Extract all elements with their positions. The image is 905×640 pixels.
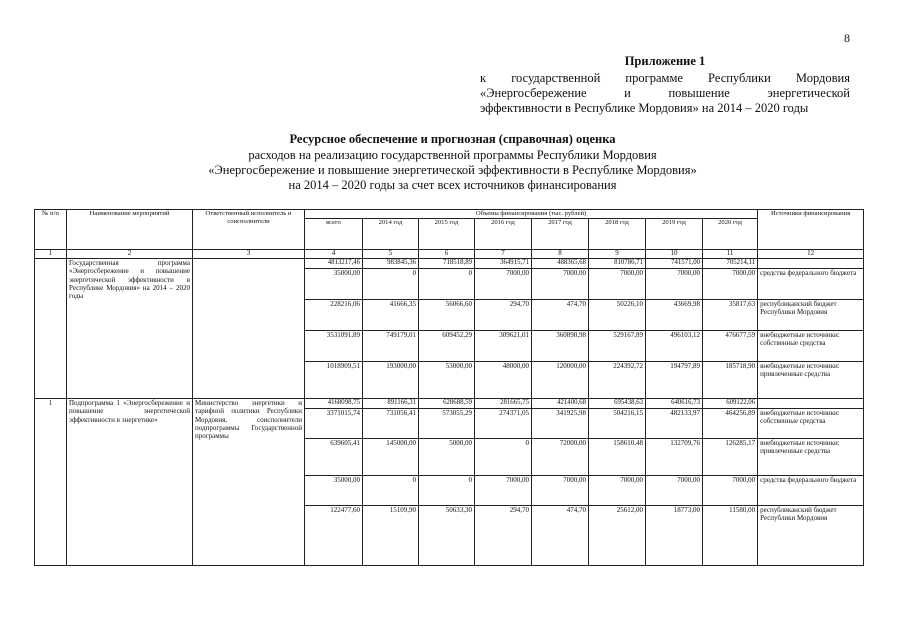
value-cell: 0	[419, 269, 475, 300]
value-cell: 145000,00	[363, 439, 419, 476]
column-number: 7	[475, 250, 532, 259]
value-cell: 43669,98	[646, 300, 703, 331]
value-cell: 41666,35	[363, 300, 419, 331]
source-cell: внебюджетные источники: собственные средства	[758, 331, 864, 362]
value-cell: 50226,10	[589, 300, 646, 331]
total-value: 628688,59	[419, 399, 475, 409]
value-cell: 35817,63	[703, 300, 758, 331]
header-total: всего	[305, 219, 363, 250]
total-value: 421400,68	[532, 399, 589, 409]
header-year-2017: 2017 год	[532, 219, 589, 250]
column-number: 8	[532, 250, 589, 259]
total-value: 695438,63	[589, 399, 646, 409]
value-cell: 573055,29	[419, 409, 475, 439]
value-cell: 482133,97	[646, 409, 703, 439]
column-number: 1	[35, 250, 67, 259]
value-cell: 56066,60	[419, 300, 475, 331]
total-value: 281665,75	[475, 399, 532, 409]
appendix-line-2: «Энергосбережение и повышение энергетической	[480, 86, 850, 100]
total-value: 983845,36	[363, 259, 419, 269]
source-cell: средства федерального бюджета	[758, 269, 864, 300]
header-year-2014: 2014 год	[363, 219, 419, 250]
source-cell	[758, 399, 864, 409]
column-number: 11	[703, 250, 758, 259]
source-cell: внебюджетные источники: привлеченные средства	[758, 439, 864, 476]
header-year-2015: 2015 год	[419, 219, 475, 250]
column-number: 5	[363, 250, 419, 259]
value-cell: 464256,89	[703, 409, 758, 439]
value-cell: 7000,00	[703, 476, 758, 506]
value-cell: 274371,05	[475, 409, 532, 439]
value-cell: 224392,72	[589, 362, 646, 399]
source-cell: республиканский бюджет Республики Мордовия	[758, 506, 864, 566]
value-cell: 7000,00	[475, 476, 532, 506]
total-value: 705214,11	[703, 259, 758, 269]
total-value: 488365,68	[532, 259, 589, 269]
value-cell: 749179,01	[363, 331, 419, 362]
value-cell: 53000,00	[419, 362, 475, 399]
value-cell: 1018909,51	[305, 362, 363, 399]
value-cell: 122477,60	[305, 506, 363, 566]
value-cell: 7000,00	[532, 476, 589, 506]
document-heading: Ресурсное обеспечение и прогнозная (справочная) оценка	[289, 132, 616, 146]
value-cell: 474,70	[532, 506, 589, 566]
header-year-2020: 2020 год	[703, 219, 758, 250]
total-value: 718518,89	[419, 259, 475, 269]
program-name: Государственная программа «Энергосбережение и повышение энергетической эффективности в Республике Мордовия» на 2014 – 2020 годы	[67, 259, 193, 399]
value-cell: 341925,98	[532, 409, 589, 439]
document-subheading-2: «Энергосбережение и повышение энергетической эффективности в Республике Мордовия»	[208, 163, 697, 177]
subprogram-name: Подпрограмма 1 «Энергосбережение и повышение энергетической эффективности в энергетике»	[67, 399, 193, 566]
value-cell: 120000,00	[532, 362, 589, 399]
value-cell: 639605,41	[305, 439, 363, 476]
value-cell: 3371015,74	[305, 409, 363, 439]
value-cell: 294,70	[475, 300, 532, 331]
value-cell: 15109,90	[363, 506, 419, 566]
value-cell: 7000,00	[703, 269, 758, 300]
document-subheading-1: расходов на реализацию государственной программы Республики Мордовия	[248, 148, 657, 162]
total-value: 609122,06	[703, 399, 758, 409]
subprogram-executor: Министерство энергетики и тарифной политики Республики Мордовия, соисполнители подпрограммы Государственной программы	[193, 399, 305, 566]
value-cell: 294,70	[475, 506, 532, 566]
value-cell: 158610,48	[589, 439, 646, 476]
total-value: 891166,31	[363, 399, 419, 409]
document-subheading-3: на 2014 – 2020 годы за счет всех источников финансирования	[288, 178, 617, 192]
appendix-line-1: к государственной программе Республики Мордовия	[480, 71, 850, 85]
value-cell: 0	[475, 439, 532, 476]
header-year-2019: 2019 год	[646, 219, 703, 250]
value-cell: 309621,01	[475, 331, 532, 362]
value-cell: 7000,00	[475, 269, 532, 300]
total-value: 810786,71	[589, 259, 646, 269]
total-value: 4168098,75	[305, 399, 363, 409]
column-number: 3	[193, 250, 305, 259]
program-total-row	[35, 259, 864, 269]
value-cell: 11580,00	[703, 506, 758, 566]
header-no: № п/п	[35, 210, 67, 250]
value-cell: 0	[419, 476, 475, 506]
source-cell: внебюджетные источники: собственные средства	[758, 409, 864, 439]
value-cell: 7000,00	[589, 476, 646, 506]
appendix-line-3: эффективности в Республике Мордовия» на 2014 – 2020 годы	[480, 101, 809, 115]
header-name: Наименование мероприятий	[67, 210, 193, 250]
resource-table	[34, 209, 864, 566]
value-cell: 7000,00	[646, 476, 703, 506]
header-executor: Ответственный исполнитель и соисполнители	[193, 210, 305, 250]
value-cell: 193000,00	[363, 362, 419, 399]
header-volumes: Объемы финансирования (тыс. рублей)	[305, 210, 758, 219]
value-cell: 731056,41	[363, 409, 419, 439]
value-cell: 3531091,89	[305, 331, 363, 362]
column-number: 12	[758, 250, 864, 259]
source-cell: внебюджетные источники: привлеченные средства	[758, 362, 864, 399]
page-number: 8	[844, 31, 850, 45]
source-cell: средства федерального бюджета	[758, 476, 864, 506]
total-value: 4813217,46	[305, 259, 363, 269]
value-cell: 194797,89	[646, 362, 703, 399]
value-cell: 25612,00	[589, 506, 646, 566]
value-cell: 504216,15	[589, 409, 646, 439]
value-cell: 50633,30	[419, 506, 475, 566]
program-number	[35, 259, 67, 399]
value-cell: 132709,76	[646, 439, 703, 476]
value-cell: 0	[363, 476, 419, 506]
value-cell: 476677,59	[703, 331, 758, 362]
value-cell: 35000,00	[305, 476, 363, 506]
source-cell	[758, 259, 864, 269]
value-cell: 496103,12	[646, 331, 703, 362]
value-cell: 474,70	[532, 300, 589, 331]
column-number: 9	[589, 250, 646, 259]
value-cell: 360890,98	[532, 331, 589, 362]
column-number: 2	[67, 250, 193, 259]
value-cell: 7000,00	[532, 269, 589, 300]
value-cell: 126285,17	[703, 439, 758, 476]
total-value: 741571,00	[646, 259, 703, 269]
program-executor	[193, 259, 305, 399]
total-value: 640616,73	[646, 399, 703, 409]
value-cell: 18773,00	[646, 506, 703, 566]
value-cell: 35000,00	[305, 269, 363, 300]
column-number: 10	[646, 250, 703, 259]
header-year-2018: 2018 год	[589, 219, 646, 250]
value-cell: 529167,89	[589, 331, 646, 362]
value-cell: 5000,00	[419, 439, 475, 476]
subprogram-total-row	[35, 399, 864, 409]
column-number: 6	[419, 250, 475, 259]
header-year-2016: 2016 год	[475, 219, 532, 250]
header-sources: Источники финансирования	[758, 210, 864, 250]
value-cell: 48000,00	[475, 362, 532, 399]
column-number: 4	[305, 250, 363, 259]
value-cell: 72000,00	[532, 439, 589, 476]
value-cell: 7000,00	[646, 269, 703, 300]
subprogram-number: 1	[35, 399, 67, 566]
value-cell: 7000,00	[589, 269, 646, 300]
total-value: 364915,71	[475, 259, 532, 269]
value-cell: 0	[363, 269, 419, 300]
appendix-title: Приложение 1	[624, 54, 706, 68]
value-cell: 609452,29	[419, 331, 475, 362]
value-cell: 185718,90	[703, 362, 758, 399]
value-cell: 228216,06	[305, 300, 363, 331]
source-cell: республиканский бюджет Республики Мордовия	[758, 300, 864, 331]
